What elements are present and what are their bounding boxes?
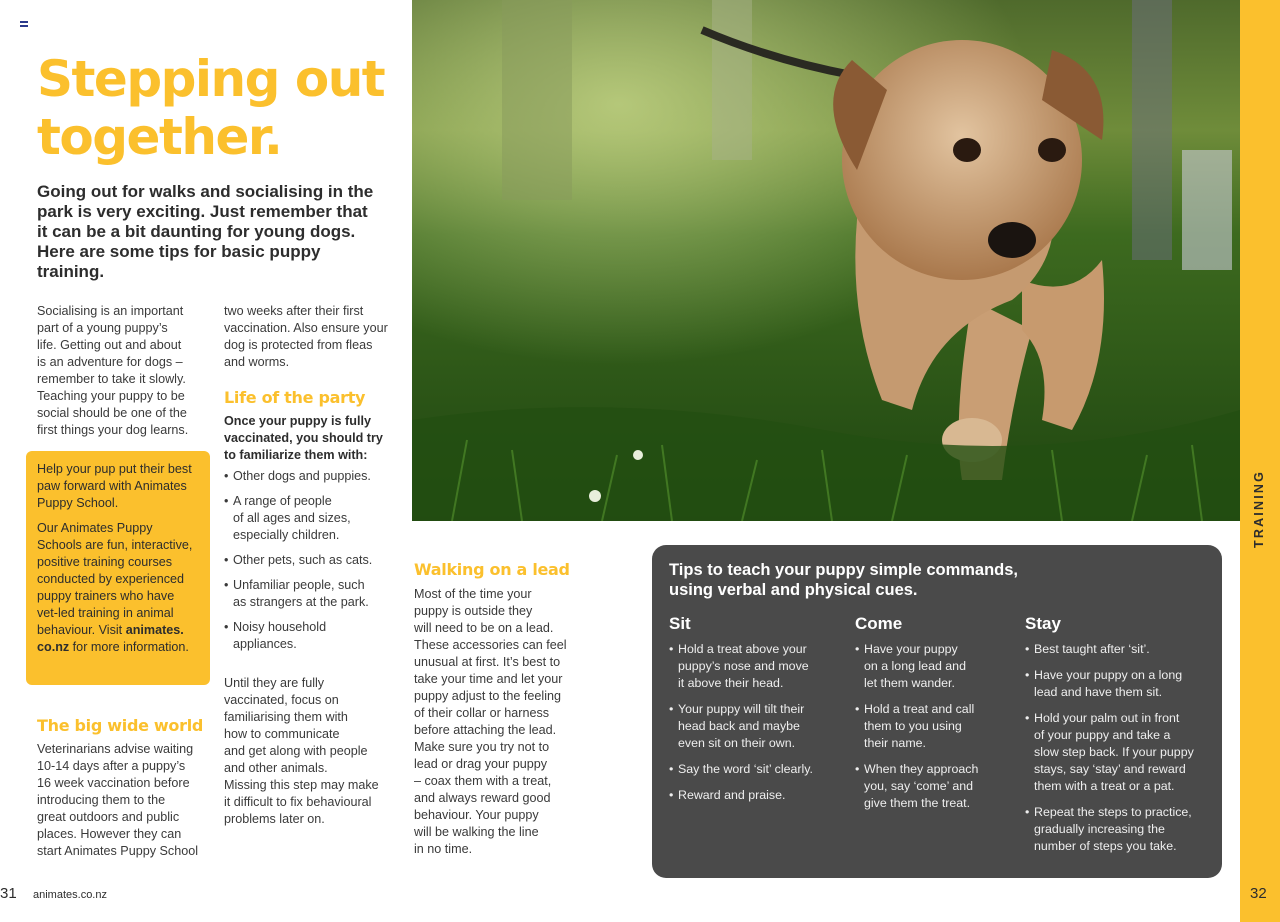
come-list: [855, 641, 1015, 812]
sit-heading: Sit: [669, 614, 691, 633]
list-item: • When they approach you, say ‘come’ and give them the treat.: [855, 761, 1015, 812]
list-item: • Have your puppy on a long lead and let them wander.: [855, 641, 1015, 692]
list-item: • Noisy household appliances.: [224, 619, 404, 653]
big-wide-world-paragraph: Veterinarians advise waiting 10-14 days after a puppy’s 16 week vaccination before introducing them to the great outdoors and public places. However they can start Animates Puppy School: [37, 742, 199, 858]
page-number-right: 32: [1250, 885, 1267, 902]
list-item: • Other pets, such as cats.: [224, 552, 404, 569]
page-title: [37, 50, 397, 166]
vaccination-paragraph: two weeks after their first vaccination. Also ensure your dog is protected from fleas and worms.: [224, 304, 388, 369]
familiarize-list: [224, 468, 404, 653]
promo-text-2: Our Animates Puppy Schools are fun, interactive, positive training courses conducted by experienced puppy trainers who have vet-led training in animal behaviour. Visit animates. co.nz for more information.: [37, 521, 193, 654]
sidebar-strip: [1240, 0, 1280, 922]
puppy-school-promo: [26, 451, 210, 685]
list-item: • Unfamiliar people, such as strangers at the park.: [224, 577, 404, 611]
stay-heading: Stay: [1025, 614, 1061, 633]
tips-panel: [652, 545, 1222, 878]
stay-column: [1025, 615, 1210, 855]
puppy-photo: [412, 0, 1240, 521]
column-2: [224, 303, 400, 371]
big-wide-world-heading: The big wide world: [37, 716, 204, 735]
animates-link[interactable]: animates. co.nz: [37, 623, 184, 654]
promo-text-1: Help your pup put their best paw forward with Animates Puppy School.: [37, 462, 192, 510]
footer-url[interactable]: animates.co.nz: [33, 889, 107, 901]
list-item: • Have your puppy on a long lead and have them sit.: [1025, 667, 1210, 701]
life-of-party-lead: Once your puppy is fully vaccinated, you should try to familiarize them with:: [224, 414, 383, 462]
walking-on-lead-section: [414, 586, 584, 858]
list-item: • Repeat the steps to practice, gradually increasing the number of steps you take.: [1025, 804, 1210, 855]
list-item: • Hold your palm out in front of your puppy and take a slow step back. If your puppy stays, say ‘stay’ and reward them with a treat or a pat.: [1025, 710, 1210, 795]
column-1: [37, 303, 207, 439]
section-label: TRAINING: [1252, 469, 1266, 548]
list-item: • Say the word ‘sit’ clearly.: [669, 761, 839, 778]
walking-on-lead-paragraph: Most of the time your puppy is outside they will need to be on a lead. These accessories can feel unusual at first. It’s best to take your time and let your puppy adjust to the feeling of their collar or harness before attaching the lead. Make sure you try not to lead or drag your puppy – coax them with a treat, and always reward good behaviour. Your puppy will be walking the line in no time.: [414, 587, 567, 856]
title-line-2: together.: [37, 108, 282, 166]
walking-on-lead-heading: Walking on a lead: [414, 560, 570, 579]
sit-list: [669, 641, 839, 804]
list-item: • A range of people of all ages and sizes, especially children.: [224, 493, 404, 544]
page-number-left: 31: [0, 885, 17, 902]
list-item: • Reward and praise.: [669, 787, 839, 804]
stay-list: [1025, 641, 1210, 855]
list-item: • Your puppy will tilt their head back and maybe even sit on their own.: [669, 701, 839, 752]
life-of-party-heading: Life of the party: [224, 388, 366, 407]
title-line-1: Stepping out: [37, 50, 385, 108]
intro-text: Going out for walks and socialising in the park is very exciting. Just remember that it can be a bit daunting for young dogs. Here are some tips for basic puppy training.: [37, 182, 374, 281]
sit-column: [669, 615, 839, 804]
flag-icon: [20, 21, 28, 27]
socialising-paragraph: Socialising is an important part of a young puppy’s life. Getting out and about is an adventure for dogs – remember to take it slowly. Teaching your puppy to be social should be one of the first things your dog learns.: [37, 304, 189, 437]
come-heading: Come: [855, 614, 903, 633]
list-item: • Other dogs and puppies.: [224, 468, 404, 485]
life-of-party-section: [224, 413, 404, 828]
come-column: [855, 615, 1015, 812]
list-item: • Hold a treat and call them to you using their name.: [855, 701, 1015, 752]
list-item: • Hold a treat above your puppy’s nose and move it above their head.: [669, 641, 839, 692]
until-vaccinated-paragraph: Until they are fully vaccinated, focus on familiarising them with how to communicate and get along with people and other animals. Missing this step may make it difficult to fix behavioural problems later on.: [224, 676, 379, 826]
list-item: • Best taught after ‘sit’.: [1025, 641, 1210, 658]
big-wide-world-section: [37, 741, 212, 860]
tips-title: Tips to teach your puppy simple commands, using verbal and physical cues.: [669, 561, 1019, 599]
